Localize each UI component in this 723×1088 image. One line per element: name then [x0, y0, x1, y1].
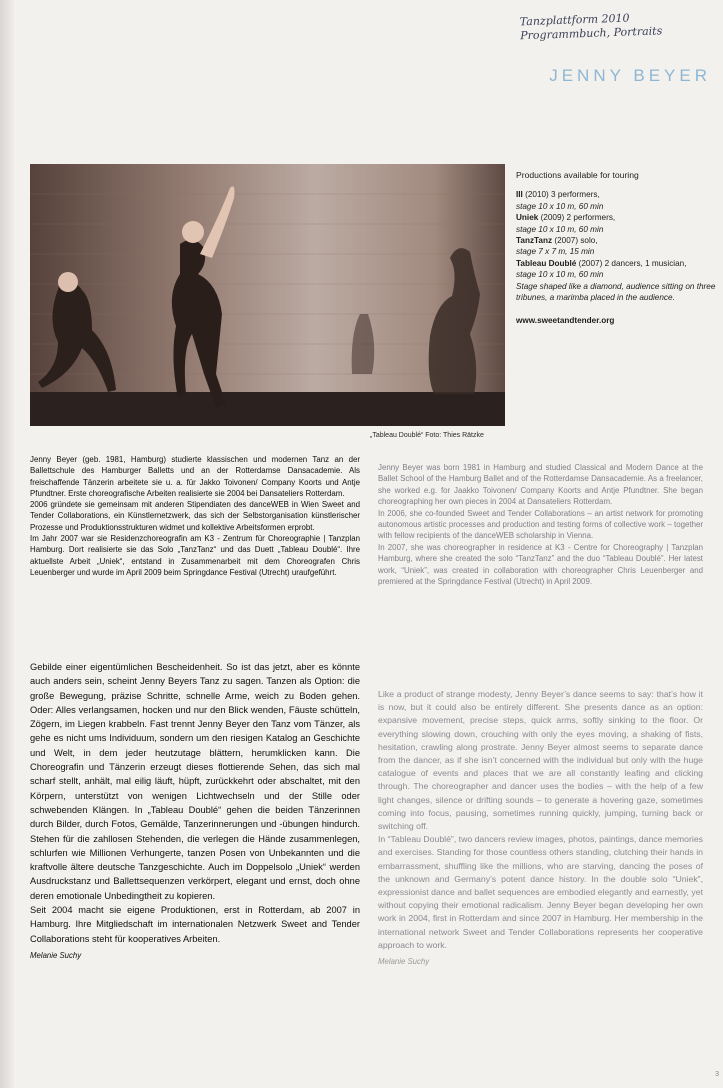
- website-link[interactable]: www.sweetandtender.org: [516, 316, 615, 326]
- production-title: Uniek: [516, 213, 539, 223]
- production-title: III: [516, 190, 523, 200]
- production-title: TanzTanz: [516, 236, 553, 246]
- production-stage: stage 10 x 10 m, 60 min: [516, 270, 604, 280]
- touring-heading: Productions available for touring: [516, 170, 639, 180]
- author-english: Melanie Suchy: [378, 957, 430, 967]
- bio-en-paragraph: In 2006, she co-founded Sweet and Tender Collaborations – an artist network for promoting autonomous artistic processes and production and testing forms of collective work – together with fellow recipients of the danceWEB scholarship in Vienna.: [378, 508, 703, 541]
- handnote-line-2: Programmbuch, Portraits: [520, 24, 663, 43]
- production-info: (2007) 2 dancers, 1 musician,: [578, 258, 687, 268]
- photo-caption: „Tableau Doublé“ Foto: Thies Rätzke: [370, 432, 484, 439]
- production-title: Tableau Doublé: [516, 258, 577, 268]
- essay-english: [378, 688, 703, 968]
- production-item: [516, 235, 716, 258]
- bio-de-paragraph: Jenny Beyer (geb. 1981, Hamburg) studierte klassischen und modernen Tanz an der Ballettschule des Hamburger Balletts und an der Rotterdamse Dansacademie. Als freischaffende Tänzerin arbeitete sie u. a. für Jakko Toivonen/ Company Koorts und Antje Pfundtner. Erste choreografische Arbeiten realisierte sie 2004 bei Dansateliers Rotterdam.: [30, 455, 360, 498]
- artist-name-heading: JENNY BEYER: [549, 66, 711, 85]
- handnote-line-1: Tanzplattform 2010: [519, 11, 630, 29]
- production-info: (2009) 2 performers,: [540, 213, 616, 223]
- page-binding-edge: [0, 0, 14, 1088]
- page-number: 3: [715, 1071, 719, 1078]
- bio-de-paragraph: Im Jahr 2007 war sie Residenzchoreografin am K3 - Zentrum für Choreographie | Tanzplan Hamburg. Dort realisierte sie das Solo „TanzTanz“ und das Duett „Tableau Doublé“. Ihre aktuellste Arbeit „Uniek“, entstand in Zusammenarbeit mit dem Choreografen Chris Leuenberger und wurde im April 2009 beim Springdance Festival (Utrecht) uraufgeführt.: [30, 534, 360, 577]
- production-item: [516, 212, 716, 235]
- production-item: [516, 258, 716, 281]
- production-info: (2010) 3 performers,: [525, 190, 600, 200]
- biography-english: [378, 462, 703, 587]
- stage-note: Stage shaped like a diamond, audience sitting on three tribunes, a marimba placed in the audience.: [516, 281, 716, 303]
- essay-german: [30, 660, 360, 963]
- touring-info: [516, 170, 716, 327]
- production-stage: stage 7 x 7 m, 15 min: [516, 247, 595, 257]
- photo-illustration: [30, 164, 505, 426]
- biography-german: [30, 454, 360, 578]
- essay-de-paragraph: Gebilde einer eigentümlichen Bescheidenheit. So ist das jetzt, aber es könnte auch anders sein, scheint Jenny Beyers Tanz zu sagen. Tanzen als Option: die große Bewegung, präzise Schritte, schnelle Arme, weich zu Boden gehen. Oder: Alles verlangsamen, hocken und nur den Blick wenden, Fäuste schütteln, Zögern, im Liegen krabbeln. Fast trennt Jenny Beyer den Tanz vom Tänzer, als gehe es nicht ums Individuum, sondern um den riesigen Katalog an Geschichte und Welt, in dem jeder heutzutage blättern, herumklicken kann. Die Choreografin und Tänzerin erzeugt dieses flottierende Sehen, das sich mal scharf stellt, anhält, mal eilig läuft, hüpft, zurückkehrt oder abschaltet, mit den Körpern, unterstützt von wenigen Lichtwechseln und der Stille oder schwebenden Klängen. In „Tableau Doublé“ gehen die beiden Tänzerinnen durch Bilder, durch Fotos, Gemälde, Tanzerinnerungen und -übungen hindurch. Stehen für die zahllosen Stehenden, die verlegen die Hände zusammenlegen, schlurfen wie Millionen Verhungerte, tanzen Posen von Unbekannten und die kraftvolle ältere deutsche Tanzgeschichte. Auch im Doppelsolo „Uniek“ werden Ausdruckstanz und Ballettsequenzen verkörpert, elegant und ernst, doch ohne deren emotionale Unbedingtheit zu kopieren.: [30, 662, 360, 901]
- production-stage: stage 10 x 10 m, 60 min: [516, 201, 604, 211]
- performance-photo: [30, 164, 505, 426]
- bio-de-paragraph: 2006 gründete sie gemeinsam mit anderen Stipendiaten des danceWEB in Wien Sweet and Tender Collaborations, ein Künstlernetzwerk, das sich der Selbstorganisation künstlerischer Prozesse und Produktionsstrukturen widmet und kollektive Arbeitsformen erprobt.: [30, 500, 360, 532]
- production-item: [516, 189, 716, 212]
- essay-en-paragraph: In “Tableau Doublé”, two dancers review images, photos, paintings, dance memories and exercises. Standing for those countless others standing, clutching their hands in embarrassment, shuffling like the millions, who are starving, dancing the poses of the unknown and Germany’s potent dance history. In the double solo “Uniek”, expressionist dance and ballet sequences are embodied elegantly and earnestly, yet without copying their emotional radicalism. Jenny Beyer began developing her own work in 2004, first in Rotterdam and since 2007 in Hamburg. Her membership in the international network Sweet and Tender Collaborations represents her cooperative approach to work.: [378, 834, 703, 950]
- production-stage: stage 10 x 10 m, 60 min: [516, 224, 604, 234]
- bio-en-paragraph: Jenny Beyer was born 1981 in Hamburg and studied Classical and Modern Dance at the Ballet School of the Hamburg Ballet and of the Rotterdamse Dansacademie. As a freelancer, she worked e.g. for Jaakko Toivonen/ Company Koorts and Antje Pfundtner. She began choreographing her own pieces in 2004 at Dansateliers Rotterdam.: [378, 463, 703, 507]
- essay-de-paragraph: Seit 2004 macht sie eigene Produktionen, erst in Rotterdam, ab 2007 in Hamburg. Ihre Mitgliedschaft im internationalen Netzwerk Sweet and Tender Collaborations steht für kooperatives Arbeiten.: [30, 905, 360, 944]
- handwritten-note: [520, 9, 711, 44]
- production-info: (2007) solo,: [554, 236, 598, 246]
- essay-en-paragraph: Like a product of strange modesty, Jenny Beyer’s dance seems to say: that’s how it is now, but it could also be entirely different. She presents dance as an option: expansive movement, precise steps, quick arms, softly sinking to the floor. Or everything slowing down, crouching with only the eyes moving, a shaking of fists, hesitation, crawling along prostrate. Jenny Beyer almost seems to separate dance from the dancer, as if she isn’t concerned with the individual but only with the huge catalogue of events and places that we are all constantly leafing and clicking through. The choreographer and dancer uses the bodies – with the help of a few light changes, silence or drifting sounds – to generate a hovering gaze, sometimes coming into focus, pausing, sometimes running quickly, jumping, turning back or switching off.: [378, 689, 703, 832]
- author-german: Melanie Suchy: [30, 950, 82, 960]
- bio-en-paragraph: In 2007, she was choreographer in residence at K3 - Centre for Choreography | Tanzplan Hamburg, where she created the solo “TanzTanz” and the duo “Tableau Doublé”. Her latest work, “Uniek”, was created in collaboration with choreographer Chris Leuenberger and premiered at the Springdance Festival (Utrecht) in April 2009.: [378, 542, 703, 587]
